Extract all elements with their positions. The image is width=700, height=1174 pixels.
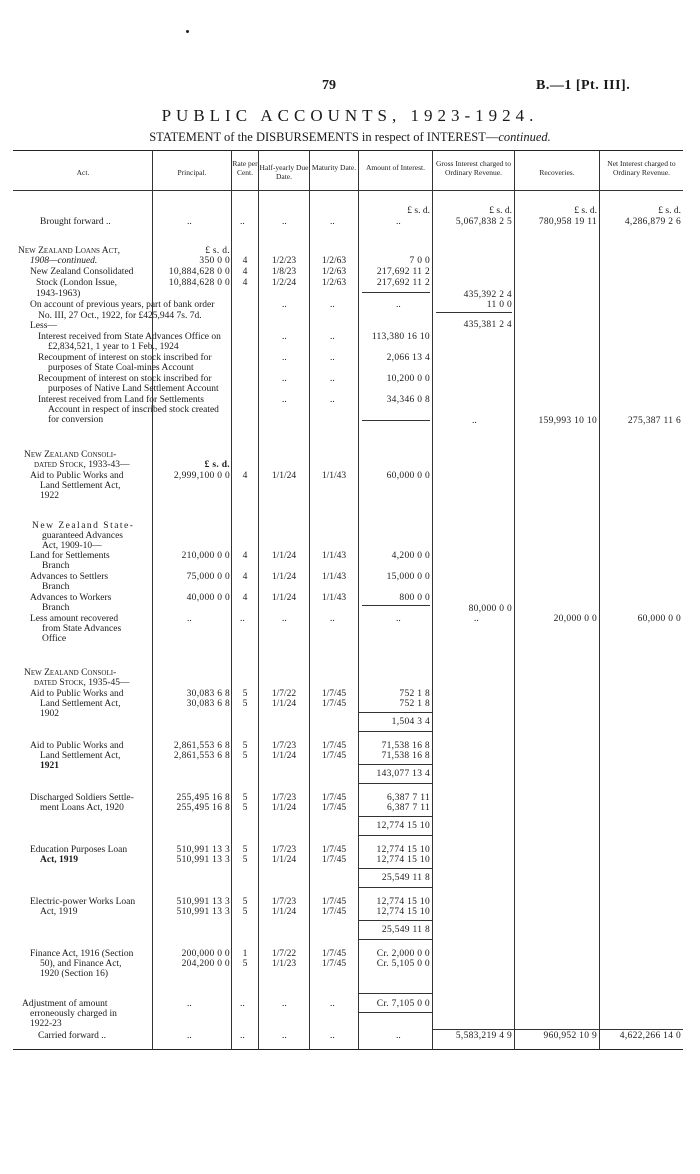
account-note: No. III, 27 Oct., 1922, for £425,944 7s. 7d. (38, 311, 202, 321)
interest-amount: Cr. 5,105 0 0 (376, 959, 430, 969)
col-header-gross: Gross Interest charged to Ordinary Revenue. (435, 159, 512, 177)
section-heading-cont: 1908—continued. (30, 256, 98, 266)
act-line: Aid to Public Works and (30, 471, 124, 481)
carried-forward-net: 4,622,266 14 0 (619, 1031, 681, 1041)
due-date: 1/1/24 (271, 803, 297, 813)
unit-label: £ s. d. (574, 206, 597, 216)
leader-dots: .. (396, 614, 401, 624)
sum-rule (359, 783, 432, 784)
leader-dots: .. (330, 374, 335, 384)
unit-label: £ s. d. (205, 246, 230, 256)
principal-value: 350 0 0 (199, 256, 230, 266)
act-line: New Zealand Consolidated (30, 267, 134, 277)
leader-dots: .. (282, 374, 287, 384)
sum-rule (359, 887, 432, 888)
principal-value: 210,000 0 0 (181, 551, 230, 561)
interest-amount: 752 1 8 (399, 699, 430, 709)
principal-value: 2,861,553 6 8 (173, 741, 230, 751)
due-date: 1/1/24 (271, 699, 297, 709)
account-value: 11 0 0 (486, 300, 512, 310)
principal-value: 510,991 13 3 (176, 897, 230, 907)
brought-forward-recoveries: 780,958 19 11 (538, 217, 597, 227)
leader-dots: .. (187, 614, 192, 624)
due-date: 1/1/23 (271, 959, 297, 969)
leader-dots: .. (282, 1031, 287, 1041)
due-date: 1/7/23 (271, 793, 297, 803)
maturity-date: 1/1/43 (321, 572, 347, 582)
interest-amount: 71,538 16 8 (381, 741, 430, 751)
sum-rule (359, 868, 432, 869)
carried-forward-label: Carried forward .. (38, 1031, 107, 1041)
leader-dots: .. (282, 332, 287, 342)
maturity-date: 1/7/45 (321, 699, 347, 709)
principal-value: 510,991 13 3 (176, 845, 230, 855)
col-header-principal: Principal. (177, 168, 207, 177)
rate-value: 5 (242, 803, 248, 813)
maturity-date: 1/1/43 (321, 593, 347, 603)
due-date: 1/7/22 (271, 949, 297, 959)
adjustment-amount: Cr. 7,105 0 0 (376, 999, 430, 1009)
leader-dots: .. (282, 614, 287, 624)
less-item: £2,834,521, 1 year to 1 Feb., 1924 (48, 342, 179, 352)
principal-value: 255,495 16 8 (176, 803, 230, 813)
interest-subtotal: 12,774 15 10 (376, 821, 430, 831)
adjustment-label: 1922-23 (30, 1019, 62, 1029)
due-date: 1/7/22 (271, 689, 297, 699)
interest-amount: 6,387 7 11 (386, 793, 430, 803)
section-heading: Act, 1909-10— (42, 541, 102, 551)
rate-value: 4 (242, 267, 248, 277)
less-item: for conversion (48, 415, 104, 425)
less-item: purposes of State Coal-mines Account (48, 363, 194, 373)
rate-value: 5 (242, 907, 248, 917)
maturity-date: 1/1/43 (321, 471, 347, 481)
leader-dots: .. (330, 395, 335, 405)
principal-value: 510,991 13 3 (176, 907, 230, 917)
less-label: Less— (30, 321, 57, 331)
leader-dots: .. (330, 300, 335, 310)
branch-label: Advances to Workers (30, 593, 112, 603)
rate-value: 5 (242, 751, 248, 761)
section-heading: New Zealand Loans Act, (18, 246, 120, 256)
leader-dots: .. (330, 353, 335, 363)
rate-value: 5 (242, 959, 248, 969)
interest-amount: 800 0 0 (399, 593, 430, 603)
maturity-date: 1/7/45 (321, 845, 347, 855)
act-line: 1921 (40, 761, 59, 771)
net-total: 60,000 0 0 (637, 614, 681, 624)
maturity-date: 1/7/45 (321, 907, 347, 917)
maturity-date: 1/2/63 (321, 256, 347, 266)
branch-label: Branch (42, 561, 70, 571)
maturity-date: 1/1/43 (321, 551, 347, 561)
leader-dots: .. (396, 300, 401, 310)
rate-value: 4 (242, 278, 248, 288)
rate-value: 5 (242, 845, 248, 855)
branch-label: Advances to Settlers (30, 572, 109, 582)
sum-rule (359, 835, 432, 836)
interest-amount: Cr. 2,000 0 0 (376, 949, 430, 959)
maturity-date: 1/2/63 (321, 267, 347, 277)
leader-dots: .. (396, 1031, 401, 1041)
col-header-act: Act. (76, 168, 90, 177)
leader-dots: .. (282, 217, 287, 227)
leader-dots: .. (472, 416, 477, 426)
page-number: 79 (322, 78, 336, 93)
rate-value: 4 (242, 572, 248, 582)
less-item: Recoupment of interest on stock inscribed for (38, 353, 212, 363)
rate-value: 5 (242, 897, 248, 907)
sum-rule (362, 420, 430, 421)
due-date: 1/1/24 (271, 471, 297, 481)
section-heading: dated Stock, 1933-43— (34, 460, 130, 470)
col-header-net: Net Interest charged to Ordinary Revenue. (607, 159, 676, 177)
interest-amount: 12,774 15 10 (376, 855, 430, 865)
less-value: 10,200 0 0 (386, 374, 430, 384)
leader-dots: .. (330, 1031, 335, 1041)
interest-subtotal: 25,549 11 8 (381, 873, 430, 883)
interest-amount: 12,774 15 10 (376, 845, 430, 855)
principal-value: 10,884,628 0 0 (168, 267, 230, 277)
act-line: Land Settlement Act, (40, 751, 121, 761)
col-header-recoveries: Recoveries. (539, 168, 575, 177)
leader-dots: .. (187, 999, 192, 1009)
unit-label: £ s. d. (658, 206, 681, 216)
less-item: Interest received from Land for Settlements (38, 395, 204, 405)
carried-forward-gross: 5,583,219 4 9 (455, 1031, 512, 1041)
leader-dots: .. (282, 353, 287, 363)
interest-amount: 217,692 11 2 (376, 278, 430, 288)
due-date: 1/7/23 (271, 845, 297, 855)
act-line: Education Purposes Loan (30, 845, 128, 855)
interest-amount: 6,387 7 11 (386, 803, 430, 813)
act-line: Act, 1919 (40, 855, 78, 865)
act-line: 1920 (Section 16) (40, 969, 109, 979)
maturity-date: 1/7/45 (321, 751, 347, 761)
leader-dots: .. (240, 999, 245, 1009)
due-date: 1/1/24 (271, 751, 297, 761)
interest-amount: 71,538 16 8 (381, 751, 430, 761)
less-item: purposes of Native Land Settlement Account (48, 384, 219, 394)
unit-label: £ s. d. (489, 206, 512, 216)
principal-value: 30,083 6 8 (186, 699, 230, 709)
branch-label: Land for Settlements (30, 551, 110, 561)
less-value: 113,380 16 10 (371, 332, 430, 342)
section-heading: New Zealand Consoli- (24, 668, 117, 678)
act-line: Aid to Public Works and (30, 689, 124, 699)
maturity-date: 1/7/45 (321, 803, 347, 813)
act-line: Finance Act, 1916 (Section (30, 949, 134, 959)
branch-label: Branch (42, 582, 70, 592)
maturity-date: 1/7/45 (321, 855, 347, 865)
interest-amount: 217,692 11 2 (376, 267, 430, 277)
rate-value: 4 (242, 471, 248, 481)
col-divider (599, 150, 600, 1050)
leader-dots: .. (330, 999, 335, 1009)
sum-rule (436, 312, 512, 313)
leader-dots: .. (187, 1031, 192, 1041)
leader-dots: .. (396, 217, 401, 227)
rate-value: 1 (242, 949, 248, 959)
col-header-amount: Amount of Interest. (366, 163, 425, 172)
interest-amount: 12,774 15 10 (376, 897, 430, 907)
leader-dots: .. (240, 1031, 245, 1041)
header-rule (13, 190, 683, 191)
principal-value: 30,083 6 8 (186, 689, 230, 699)
unit-label: £ s. d. (407, 206, 430, 216)
due-date: 1/1/24 (271, 572, 297, 582)
act-line: 1922 (40, 491, 59, 501)
principal-value: 40,000 0 0 (186, 593, 230, 603)
less-item: Interest received from State Advances Office on (38, 332, 221, 342)
less-value: 34,346 0 8 (386, 395, 430, 405)
leader-dots: .. (282, 300, 287, 310)
branch-label: Less amount recovered (30, 614, 119, 624)
unit-label: £ s. d. (204, 460, 230, 470)
principal-value: 510,991 13 3 (176, 855, 230, 865)
sum-rule (359, 731, 432, 732)
maturity-date: 1/7/45 (321, 959, 347, 969)
act-line: Act, 1919 (40, 907, 78, 917)
brought-forward-gross: 5,067,838 2 5 (455, 217, 512, 227)
col-divider (514, 150, 515, 1050)
gross-subtotal: 435,392 2 4 (463, 290, 512, 300)
act-line: ment Loans Act, 1920 (40, 803, 124, 813)
leader-dots: .. (474, 614, 479, 624)
sum-rule (359, 993, 432, 994)
sum-rule (359, 939, 432, 940)
less-item: Account in respect of inscribed stock created (48, 405, 219, 415)
act-line: 50), and Finance Act, (40, 959, 122, 969)
due-date: 1/1/24 (271, 551, 297, 561)
rate-value: 5 (242, 689, 248, 699)
act-line: Land Settlement Act, (40, 481, 121, 491)
interest-amount: 4,200 0 0 (391, 551, 430, 561)
rate-value: 5 (242, 741, 248, 751)
sum-rule (362, 292, 430, 293)
act-line: Land Settlement Act, (40, 699, 121, 709)
recoveries-total: 20,000 0 0 (553, 614, 597, 624)
principal-value: 10,884,628 0 0 (168, 278, 230, 288)
branch-label: Office (42, 634, 67, 644)
maturity-date: 1/7/45 (321, 741, 347, 751)
sum-rule (359, 920, 432, 921)
leader-dots: .. (282, 999, 287, 1009)
statement-subtitle: STATEMENT of the DISBURSEMENTS in respect of INTEREST—continued. (149, 130, 551, 144)
interest-amount: 752 1 8 (399, 689, 430, 699)
leader-dots: .. (240, 217, 245, 227)
principal-value: 200,000 0 0 (181, 949, 230, 959)
rate-value: 4 (242, 256, 248, 266)
maturity-date: 1/7/45 (321, 897, 347, 907)
section-heading: New Zealand State- (32, 521, 135, 531)
gross-total: 80,000 0 0 (468, 604, 512, 614)
net-total: 275,387 11 6 (627, 416, 681, 426)
rate-value: 5 (242, 855, 248, 865)
leader-dots: .. (330, 217, 335, 227)
adjustment-label: Adjustment of amount (22, 999, 108, 1009)
principal-value: 2,999,100 0 0 (173, 471, 230, 481)
leader-dots: .. (187, 217, 192, 227)
act-line: Stock (London Issue, (36, 278, 118, 288)
col-header-maturity: Maturity Date. (311, 163, 357, 172)
branch-label: Branch (42, 603, 70, 613)
due-date: 1/1/24 (271, 855, 297, 865)
leader-dots: .. (330, 332, 335, 342)
col-divider (358, 150, 359, 1050)
due-date: 1/7/23 (271, 741, 297, 751)
interest-amount: 7 0 0 (409, 256, 430, 266)
act-line: Discharged Soldiers Settle- (30, 793, 134, 803)
principal-value: 2,861,553 6 8 (173, 751, 230, 761)
page-title: PUBLIC ACCOUNTS, 1923-1924. (161, 106, 539, 125)
brought-forward-label: Brought forward .. (40, 217, 111, 227)
sum-rule (359, 712, 432, 713)
col-divider (152, 150, 153, 1050)
sum-rule (359, 1012, 432, 1013)
act-line: 1943-1963) (36, 289, 81, 299)
document-reference: B.—1 [Pt. III]. (536, 78, 631, 93)
interest-amount: 60,000 0 0 (386, 471, 430, 481)
rate-value: 5 (242, 793, 248, 803)
stray-mark (186, 30, 189, 33)
leader-dots: .. (330, 614, 335, 624)
section-heading: New Zealand Consoli- (24, 450, 117, 460)
maturity-date: 1/7/45 (321, 793, 347, 803)
col-header-half-yearly: Half-yearly Due Date. (259, 163, 309, 181)
section-heading: guaranteed Advances (42, 531, 123, 541)
sum-rule (359, 816, 432, 817)
adjustment-label: erroneously charged in (30, 1009, 117, 1019)
maturity-date: 1/2/63 (321, 278, 347, 288)
due-date: 1/8/23 (271, 267, 297, 277)
rate-value: 4 (242, 593, 248, 603)
due-date: 1/1/24 (271, 907, 297, 917)
less-item: Recoupment of interest on stock inscribed for (38, 374, 212, 384)
principal-value: 255,495 16 8 (176, 793, 230, 803)
leader-dots: .. (240, 614, 245, 624)
account-note: On account of previous years, part of bank order (30, 300, 215, 310)
less-value: 2,066 13 4 (386, 353, 430, 363)
carried-forward-recoveries: 960,952 10 9 (543, 1031, 597, 1041)
branch-label: from State Advances (42, 624, 122, 634)
maturity-date: 1/7/45 (321, 949, 347, 959)
gross-total: 435,381 2 4 (463, 320, 512, 330)
brought-forward-net: 4,286,879 2 6 (624, 217, 681, 227)
col-divider (432, 150, 433, 1050)
interest-amount: 15,000 0 0 (386, 572, 430, 582)
interest-subtotal: 25,549 11 8 (381, 925, 430, 935)
act-line: 1902 (40, 709, 59, 719)
col-header-rate: Rate per Cent. (232, 159, 258, 177)
maturity-date: 1/7/45 (321, 689, 347, 699)
due-date: 1/7/23 (271, 897, 297, 907)
sum-rule (359, 764, 432, 765)
sum-rule (362, 605, 430, 606)
section-heading: dated Stock, 1935-45— (34, 678, 130, 688)
total-rule (433, 1029, 683, 1030)
interest-amount: 12,774 15 10 (376, 907, 430, 917)
interest-subtotal: 1,504 3 4 (391, 717, 430, 727)
due-date: 1/2/23 (271, 256, 297, 266)
recoveries-total: 159,993 10 10 (538, 416, 597, 426)
interest-subtotal: 143,077 13 4 (376, 769, 430, 779)
principal-value: 204,200 0 0 (181, 959, 230, 969)
rate-value: 5 (242, 699, 248, 709)
act-line: Aid to Public Works and (30, 741, 124, 751)
due-date: 1/2/24 (271, 278, 297, 288)
due-date: 1/1/24 (271, 593, 297, 603)
principal-value: 75,000 0 0 (186, 572, 230, 582)
rate-value: 4 (242, 551, 248, 561)
act-line: Electric-power Works Loan (30, 897, 136, 907)
leader-dots: .. (282, 395, 287, 405)
